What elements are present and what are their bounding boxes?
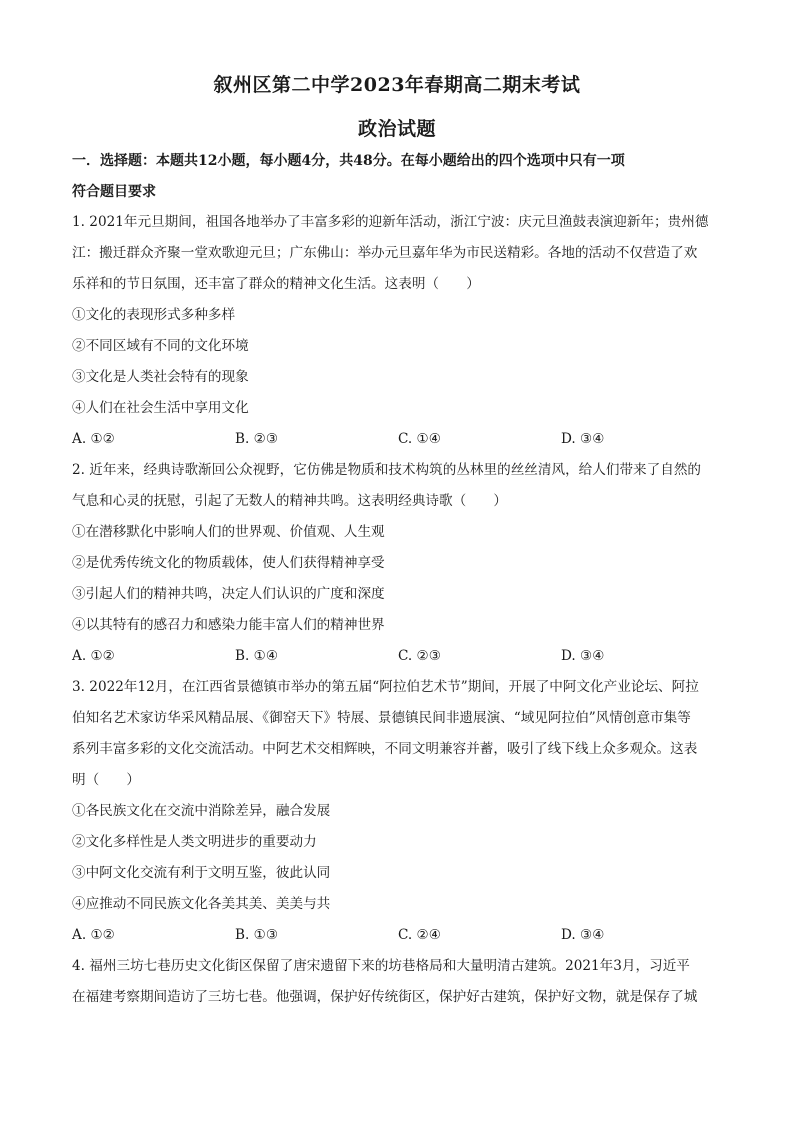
section-heading: [72, 146, 722, 208]
statement: ①各民族文化在交流中消除差异，融合发展: [72, 803, 331, 819]
options-row: [72, 920, 724, 951]
question-1: [72, 207, 724, 455]
question-stem-line: 伯知名艺术家访华采风精品展、《御窑天下》特展、景德镇民间非遗展演、“域见阿拉伯”风情创意市集等: [72, 710, 691, 726]
option-c: C. ①④: [398, 431, 441, 447]
option-c: C. ②④: [398, 927, 441, 943]
question-2: [72, 455, 724, 672]
statement: ③中阿文化交流有利于文明互鉴，彼此认同: [72, 865, 331, 881]
section-heading-line: 符合题目要求: [72, 184, 156, 200]
exam-title: 叙州区第二中学2023年春期高二期末考试: [213, 74, 581, 96]
statement: ④人们在社会生活中享用文化: [72, 400, 249, 416]
question-stem-line: 在福建考察期间造访了三坊七巷。他强调，保护好传统街区，保护好古建筑，保护好文物，就是保存了城: [72, 989, 698, 1005]
question-stem-line: 江：搬迁群众齐聚一堂欢歌迎元旦；广东佛山：举办元旦嘉年华为市民送精彩。各地的活动不仅营造了欢: [72, 245, 698, 261]
option-d: D. ③④: [561, 431, 605, 447]
question-stem-line: 乐祥和的节日氛围，还丰富了群众的精神文化生活。这表明（ ）: [72, 276, 480, 292]
options-row: [72, 641, 724, 672]
question-stem-line: 1. 2021年元旦期间，祖国各地举办了丰富多彩的迎新年活动，浙江宁波：庆元旦渔鼓表演迎新年；贵州德: [72, 214, 709, 230]
statement: ④应推动不同民族文化各美其美、美美与共: [72, 896, 331, 912]
statement: ③文化是人类社会特有的现象: [72, 369, 249, 385]
question-stem-line: 系列丰富多彩的文化交流活动。中阿艺术交相辉映，不同文明兼容并蓄，吸引了线下线上众多观众。这表: [72, 741, 698, 757]
option-b: B. ①③: [235, 927, 279, 943]
option-b: B. ①④: [235, 648, 279, 664]
question-stem-line: 气息和心灵的抚慰，引起了无数人的精神共鸣。这表明经典诗歌（ ）: [72, 493, 507, 509]
options-row: [72, 424, 724, 455]
option-c: C. ②③: [398, 648, 441, 664]
option-a: A. ①②: [72, 648, 115, 664]
statement: ②不同区域有不同的文化环境: [72, 338, 249, 354]
statement: ③引起人们的精神共鸣，决定人们认识的广度和深度: [72, 586, 385, 602]
option-d: D. ③④: [561, 927, 605, 943]
option-a: A. ①②: [72, 927, 115, 943]
question-3: [72, 672, 724, 951]
questions-list: [72, 207, 724, 1013]
question-4: [72, 951, 724, 1013]
statement: ②是优秀传统文化的物质载体，使人们获得精神享受: [72, 555, 385, 571]
statement: ①在潜移默化中影响人们的世界观、价值观、人生观: [72, 524, 385, 540]
statement: ①文化的表现形式多种多样: [72, 307, 236, 323]
statement: ④以其特有的感召力和感染力能丰富人们的精神世界: [72, 617, 385, 633]
option-b: B. ②③: [235, 431, 279, 447]
question-stem-line: 3. 2022年12月，在江西省景德镇市举办的第五届“阿拉伯艺术节”期间，开展了中阿文化产业论坛、阿拉: [72, 679, 699, 695]
question-stem-line: 2. 近年来，经典诗歌渐回公众视野，它仿佛是物质和技术构筑的丛林里的丝丝清风，给人们带来了自然的: [72, 462, 702, 478]
statement: ②文化多样性是人类文明进步的重要动力: [72, 834, 317, 850]
exam-subject: 政治试题: [357, 118, 436, 140]
option-a: A. ①②: [72, 431, 115, 447]
question-stem-line: 明（ ）: [72, 772, 140, 788]
option-d: D. ③④: [561, 648, 605, 664]
section-heading-line: 一．选择题：本题共12小题，每小题4分，共48分。在每小题给出的四个选项中只有一项: [72, 153, 625, 169]
question-stem-line: 4. 福州三坊七巷历史文化街区保留了唐宋遗留下来的坊巷格局和大量明清古建筑。2021年3月，习近平: [72, 958, 690, 974]
